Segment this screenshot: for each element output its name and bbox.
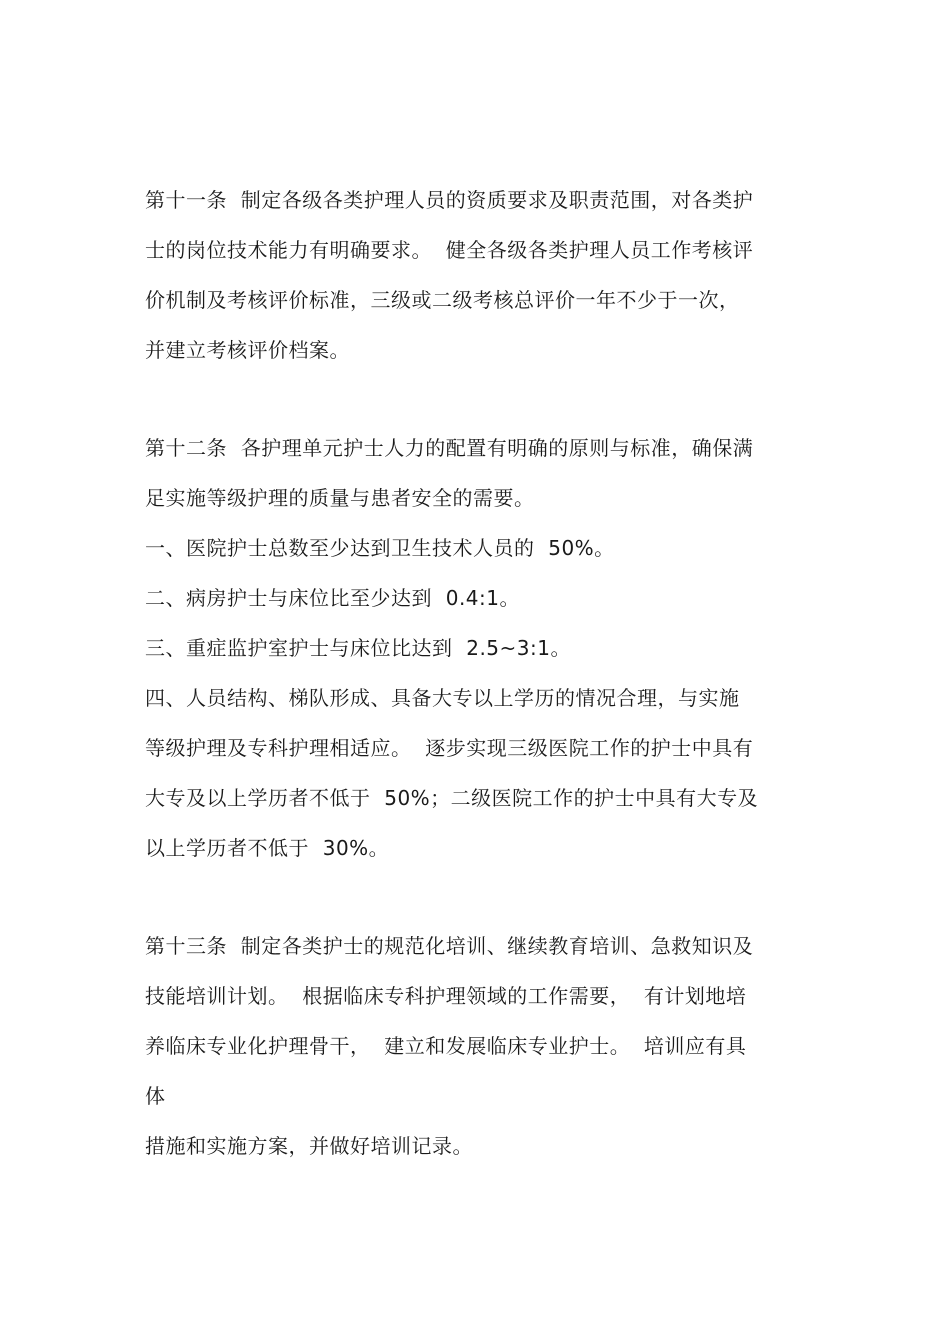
article-13-line-5: 措施和实施方案，并做好培训记录。 (145, 1134, 473, 1158)
article-11-line-2: 士的岗位技术能力有明确要求。 健全各级各类护理人员工作考核评 (145, 238, 754, 262)
article-13-line-3: 养临床专业化护理骨干， 建立和发展临床专业护士。 培训应有具 (145, 1034, 747, 1058)
article-13-line-4: 体 (145, 1084, 166, 1108)
article-13-line-2: 技能培训计划。 根据临床专科护理领域的工作需要， 有计划地培 (145, 984, 747, 1008)
article-11-line-3: 价机制及考核评价标准，三级或二级考核总评价一年不少于一次， (145, 288, 740, 312)
article-12-item-1: 一、医院护士总数至少达到卫生技术人员的 50%。 (145, 536, 615, 560)
article-12-item-4-line-1: 四、人员结构、梯队形成、具备大专以上学历的情况合理，与实施 (145, 686, 740, 710)
article-12-item-2: 二、病房护士与床位比至少达到 0.4:1。 (145, 586, 520, 610)
article-12-item-4-line-3: 大专及以上学历者不低于 50%；二级医院工作的护士中具有大专及 (145, 786, 759, 810)
article-12-item-4-line-4: 以上学历者不低于 30%。 (145, 836, 390, 860)
article-12-line-2: 足实施等级护理的质量与患者安全的需要。 (145, 486, 535, 510)
article-12-item-3: 三、重症监护室护士与床位比达到 2.5~3:1。 (145, 636, 571, 660)
article-12-item-4-line-2: 等级护理及专科护理相适应。 逐步实现三级医院工作的护士中具有 (145, 736, 754, 760)
article-11-line-1: 第十一条 制定各级各类护理人员的资质要求及职责范围，对各类护 (145, 188, 754, 212)
article-13-line-1: 第十三条 制定各类护士的规范化培训、继续教育培训、急救知识及 (145, 934, 754, 958)
article-11-line-4: 并建立考核评价档案。 (145, 338, 350, 362)
article-12-line-1: 第十二条 各护理单元护士人力的配置有明确的原则与标准，确保满 (145, 436, 754, 460)
